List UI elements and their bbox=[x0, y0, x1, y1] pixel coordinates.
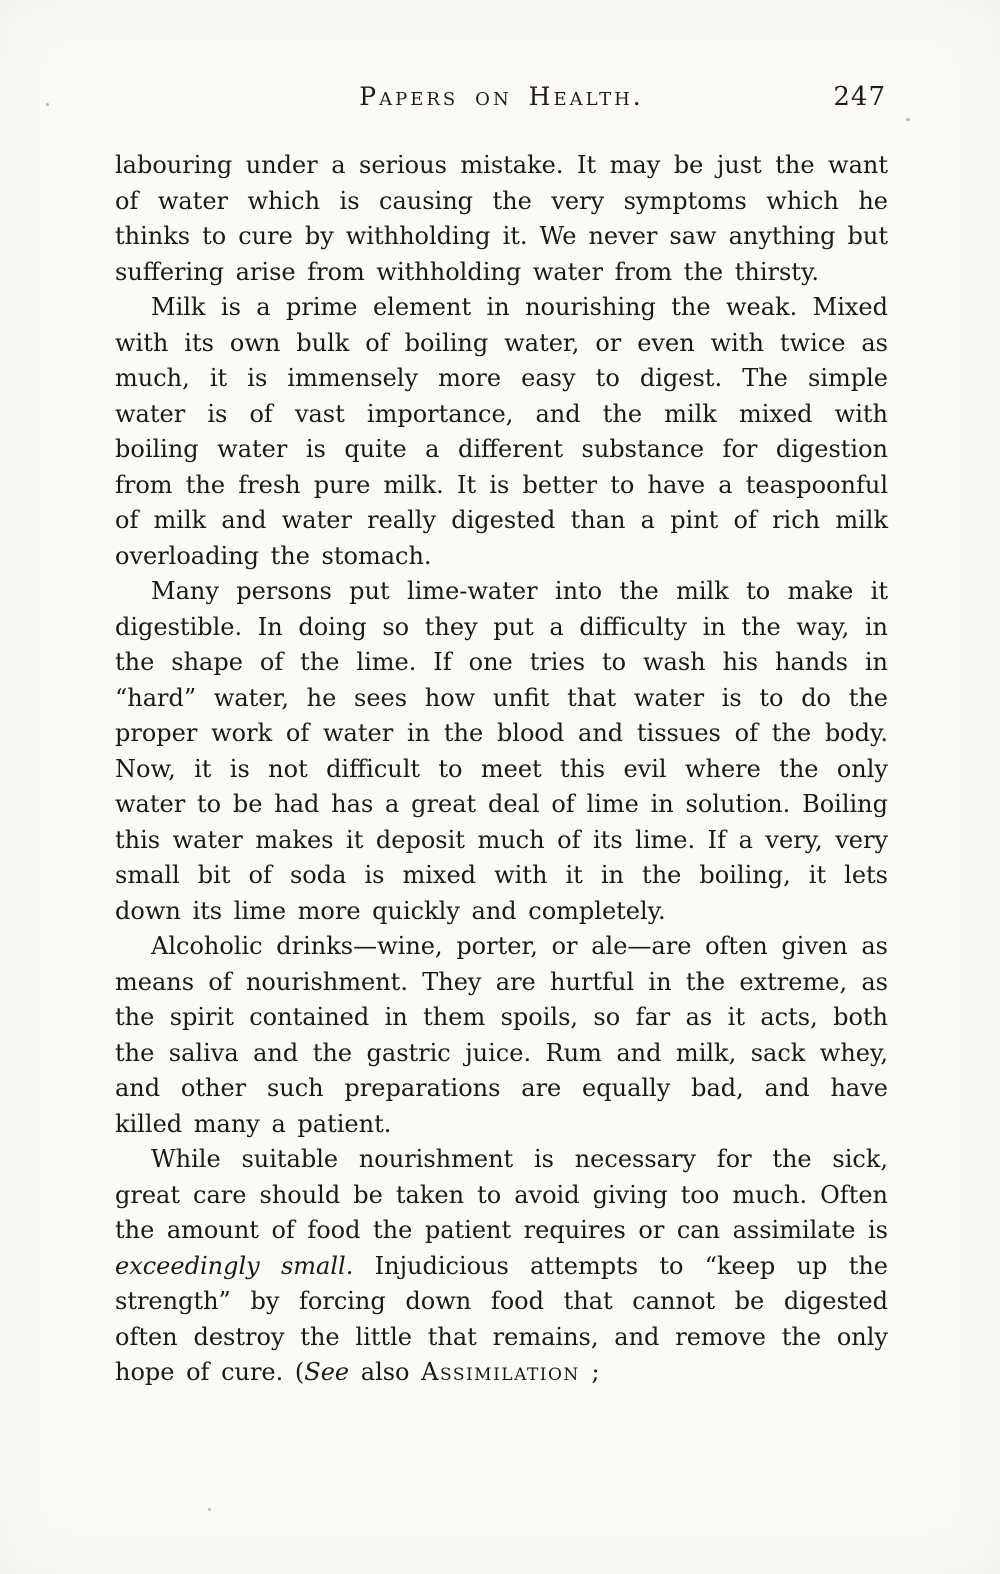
text-segment-normal: ; bbox=[579, 1358, 600, 1386]
running-title: Papers on Health. bbox=[359, 82, 644, 111]
paragraph bbox=[115, 929, 888, 1142]
page-header bbox=[115, 82, 888, 116]
text-segment-normal: Alcoholic drinks—wine, porter, or ale—are often given as means of nourishment. They are hurtful in the extreme, as the spirit contained in them spoils, so far as it acts, both the saliva and the gastric juice. Rum and milk, sack whey, and other such preparations are equally bad, and have killed many a patient. bbox=[115, 932, 888, 1138]
text-segment-italic: See bbox=[304, 1358, 350, 1386]
text-segment-smallcaps: Assimilation bbox=[421, 1358, 580, 1386]
scan-speck bbox=[906, 118, 910, 121]
paragraph bbox=[115, 1142, 888, 1391]
text-segment-normal: Injudicious attempts to “keep up the strength” by forcing down food that cannot be digested often destroy the little that remains, and remove the only hope of cure. ( bbox=[115, 1251, 889, 1386]
scan-speck bbox=[208, 1508, 211, 1511]
text-segment-normal: Milk is a prime element in nourishing the weak. Mixed with its own bulk of boiling water, or even with twice as much, it is immensely more easy to digest. The simple water is of vast importance, and the milk mixed with boiling water is quite a different substance for digestion from the fresh pure milk. It is better to have a teaspoonful of milk and water really digested than a pint of rich milk overloading the stomach. bbox=[115, 293, 888, 570]
text-segment-normal: While suitable nourishment is necessary for the sick, great care should be taken to avoid giving too much. Often the amount of food the patient requires or can assimilate is bbox=[115, 1145, 888, 1244]
text-segment-normal: labouring under a serious mistake. It may be just the want of water which is causing the very symptoms which he thinks to cure by withholding it. We never saw anything but suffering arise from withholding water from the thirsty. bbox=[115, 151, 888, 286]
paragraph bbox=[115, 574, 888, 929]
paragraph bbox=[115, 148, 888, 290]
paragraph bbox=[115, 290, 888, 574]
page-number: 247 bbox=[833, 82, 886, 112]
text-segment-normal: Many persons put lime-water into the milk to make it digestible. In doing so they put a difficulty in the way, in the shape of the lime. If one tries to wash his hands in “hard” water, he sees how unfit that water is to do the proper work of water in the blood and tissues of the body. Now, it is not difficult to meet this evil where the only water to be had has a great deal of lime in solution. Boiling this water makes it deposit much of its lime. If a very, very small bit of soda is mixed with it in the boiling, it lets down its lime more quickly and completely. bbox=[115, 577, 888, 925]
scan-speck bbox=[46, 103, 49, 106]
text-segment-normal: also bbox=[349, 1358, 422, 1386]
text-block bbox=[115, 148, 888, 1391]
text-segment-italic: exceedingly small. bbox=[115, 1251, 354, 1280]
